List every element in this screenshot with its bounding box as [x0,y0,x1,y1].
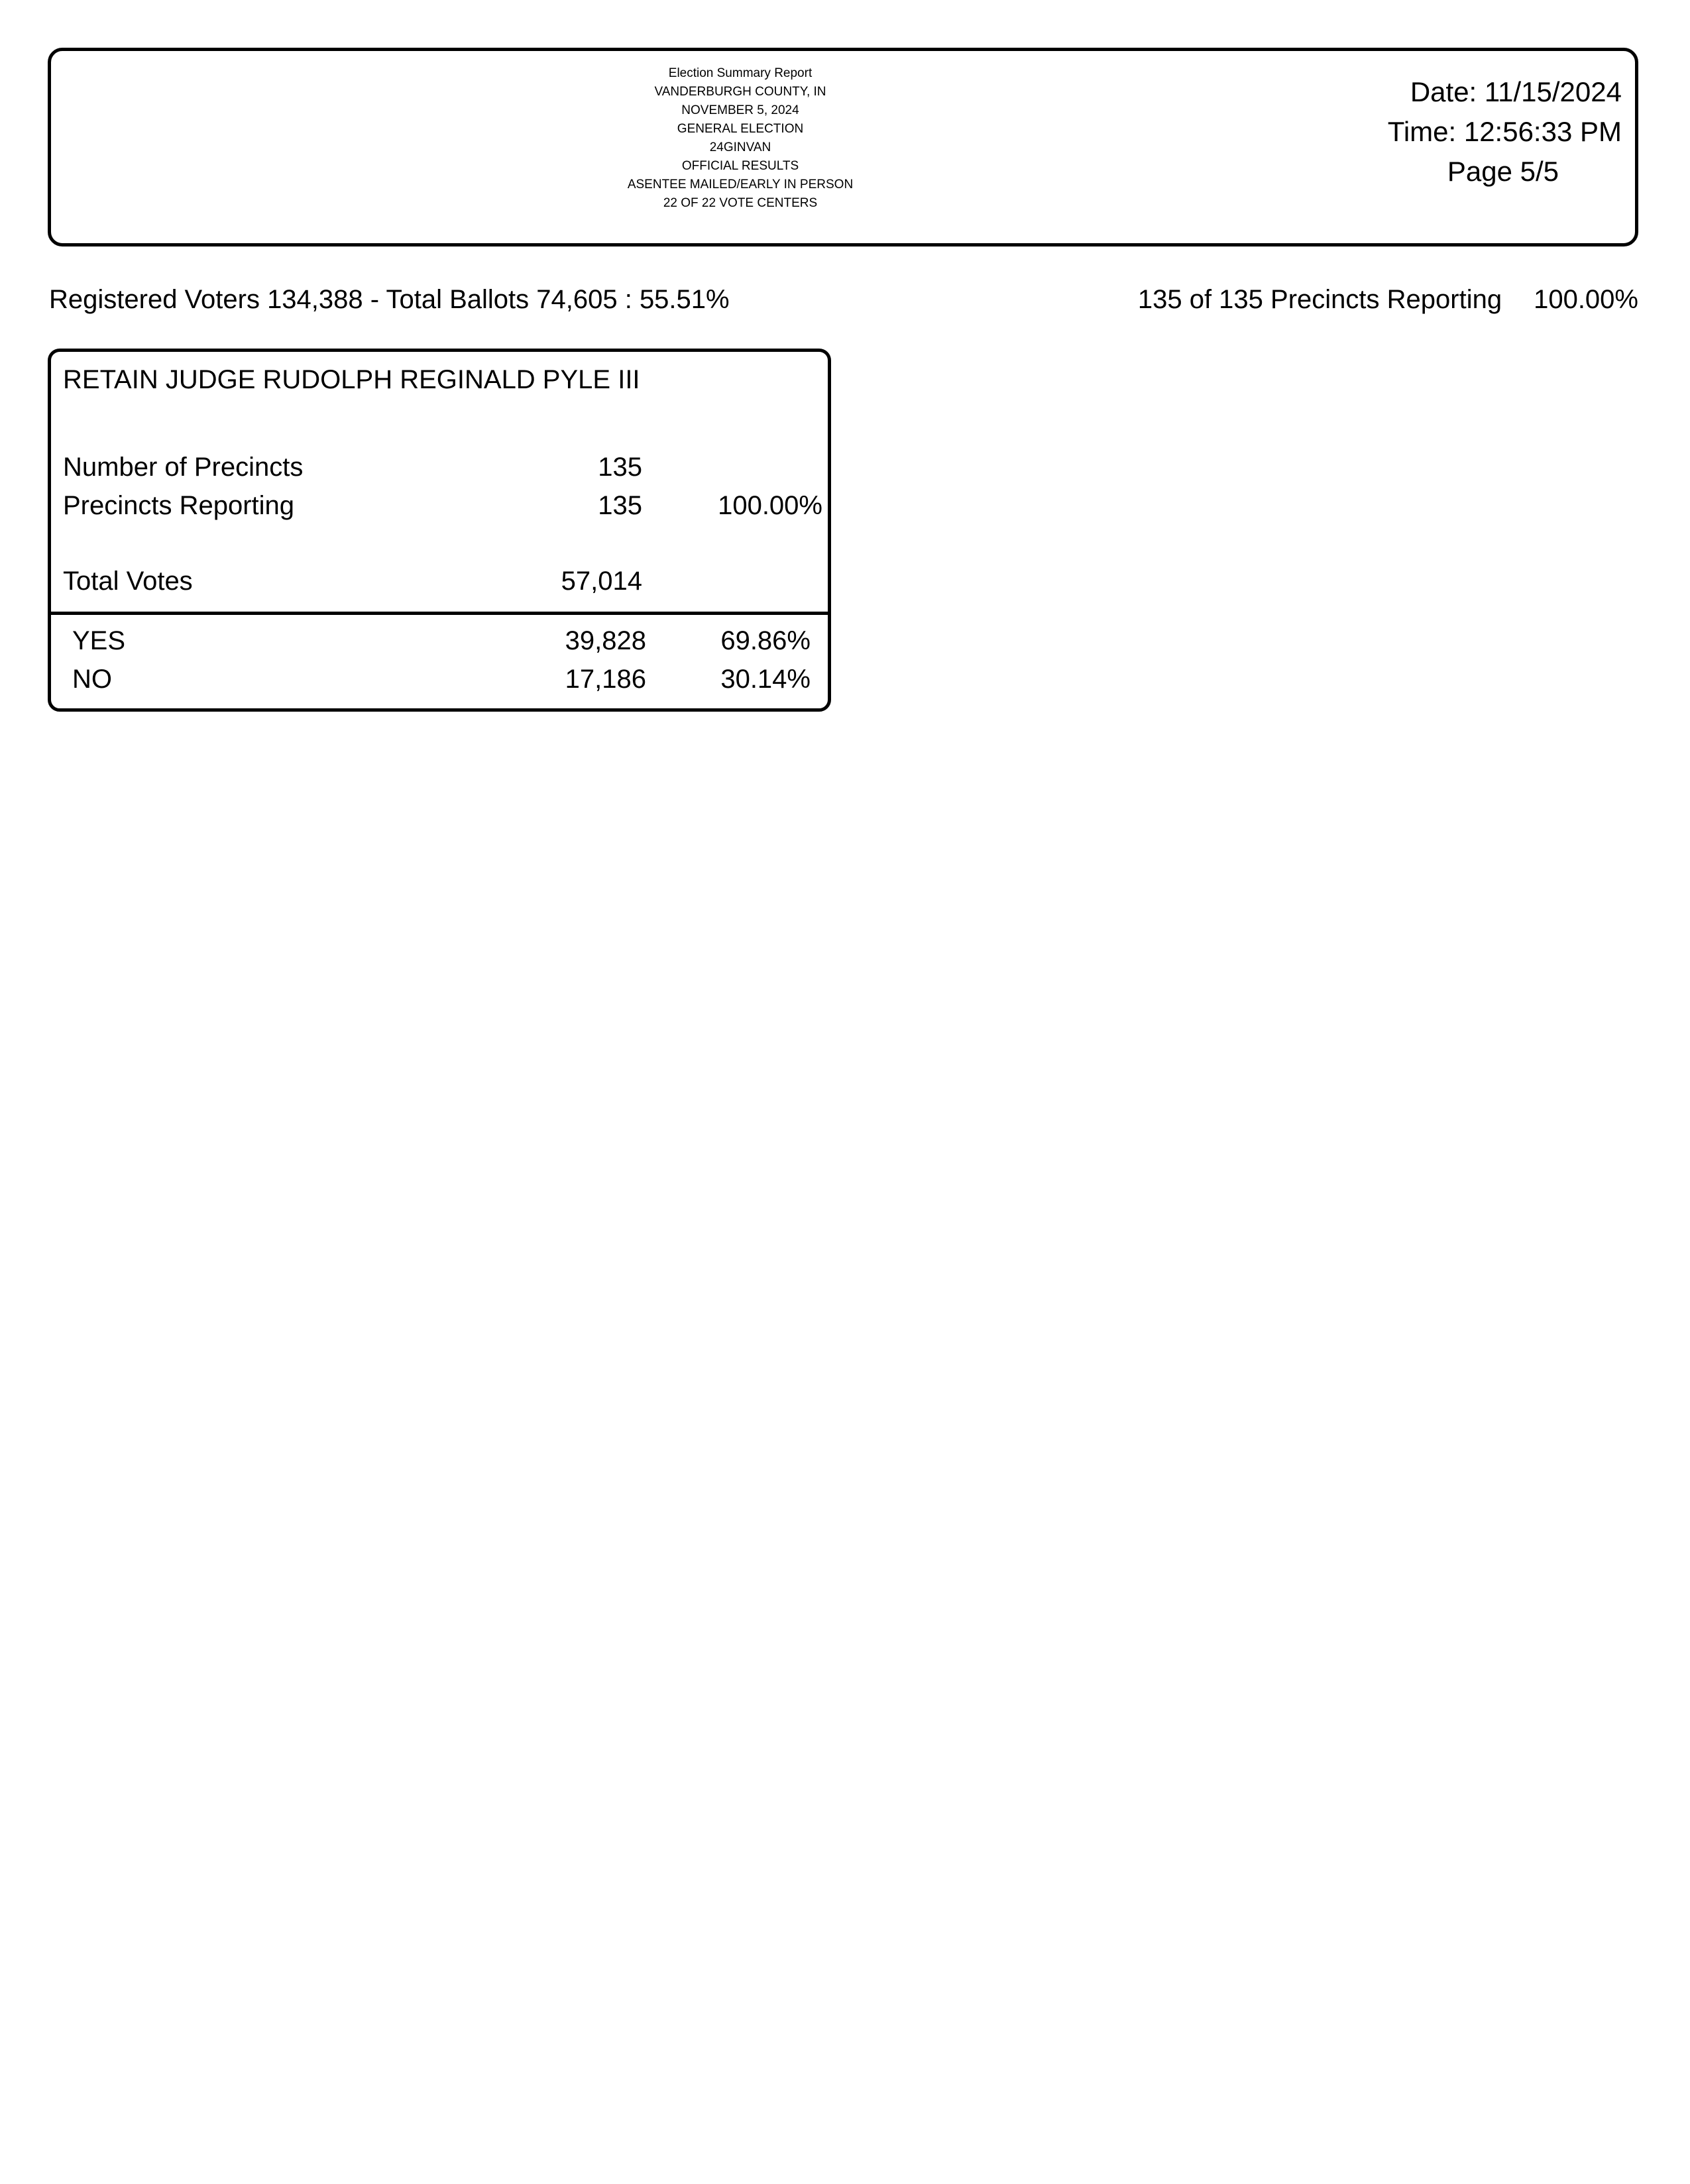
county-line: VANDERBURGH COUNTY, IN [654,85,826,99]
number-of-precincts-label: Number of Precincts [63,453,304,482]
results-divider [51,612,828,615]
election-code-line: 24GINVAN [709,140,771,154]
precincts-reporting-pct: 100.00% [718,491,822,520]
number-of-precincts-row [51,449,828,486]
ballot-type-line: ASENTEE MAILED/EARLY IN PERSON [627,178,854,191]
report-date: Date: 11/15/2024 [1410,76,1622,107]
choice-row-yes [51,622,828,659]
contest-title: RETAIN JUDGE RUDOLPH REGINALD PYLE III [63,365,640,394]
total-votes-label: Total Votes [63,567,193,596]
choice-votes: 39,828 [565,626,646,655]
report-title: Election Summary Report [668,66,813,80]
precincts-reporting-text: 135 of 135 Precincts Reporting [1137,285,1502,314]
total-votes-value: 57,014 [561,567,642,596]
total-votes-row [51,563,828,600]
precincts-reporting-row [51,487,828,524]
choice-row-no [51,661,828,698]
precincts-reporting-label: Precincts Reporting [63,491,295,520]
report-header-info [601,64,879,213]
contest-results-box [48,349,831,712]
precincts-reporting-summary [1138,284,1638,315]
precincts-reporting-percent: 100.00% [1534,285,1638,314]
registered-voters-summary: Registered Voters 134,388 - Total Ballots 74,605 : 55.51% [49,285,730,314]
precincts-reporting-value: 135 [598,491,642,520]
number-of-precincts-value: 135 [598,453,642,482]
report-header [48,48,1638,246]
choice-votes: 17,186 [565,665,646,694]
election-type-line: GENERAL ELECTION [677,122,804,136]
election-date-line: NOVEMBER 5, 2024 [681,103,799,117]
vote-centers-line: 22 OF 22 VOTE CENTERS [663,196,818,210]
choice-label: NO [72,665,112,694]
report-time: Time: 12:56:33 PM [1387,116,1622,147]
report-meta [1343,72,1622,191]
choice-percent: 30.14% [720,665,811,694]
page-number: Page 5/5 [1447,156,1559,187]
results-status-line: OFFICIAL RESULTS [681,159,799,173]
choice-percent: 69.86% [720,626,811,655]
choice-label: YES [72,626,126,655]
